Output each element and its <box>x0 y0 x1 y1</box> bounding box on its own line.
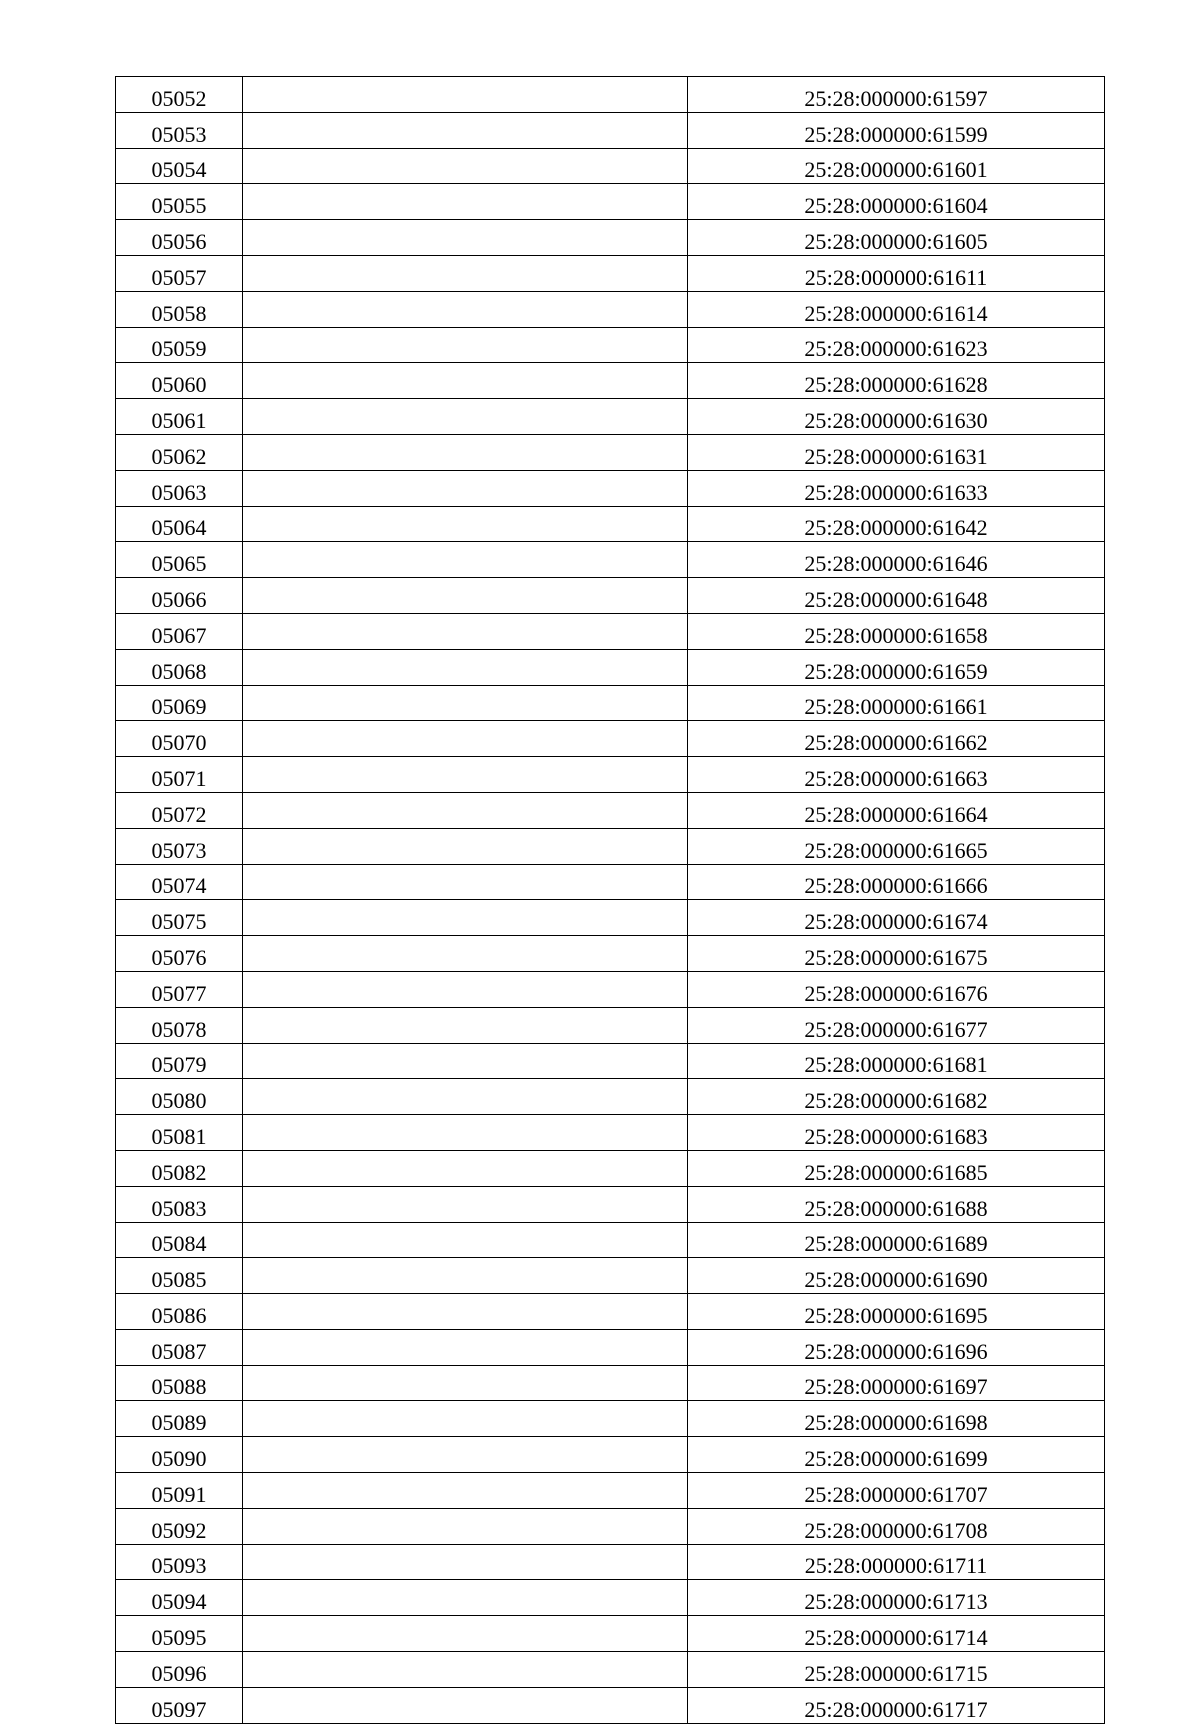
row-number-cell: 05084 <box>116 1222 243 1258</box>
cadastral-number-cell: 25:28:000000:61690 <box>688 1258 1105 1294</box>
row-number-cell: 05097 <box>116 1687 243 1723</box>
row-number-cell: 05085 <box>116 1258 243 1294</box>
cadastral-number-cell: 25:28:000000:61599 <box>688 112 1105 148</box>
table-row <box>116 721 1105 757</box>
cadastral-number-cell: 25:28:000000:61664 <box>688 792 1105 828</box>
description-cell <box>243 971 688 1007</box>
description-cell <box>243 757 688 793</box>
description-cell <box>243 291 688 327</box>
cadastral-number-cell: 25:28:000000:61662 <box>688 721 1105 757</box>
table-row <box>116 506 1105 542</box>
cadastral-number-cell: 25:28:000000:61713 <box>688 1580 1105 1616</box>
table-row <box>116 613 1105 649</box>
cadastral-number-cell: 25:28:000000:61717 <box>688 1687 1105 1723</box>
description-cell <box>243 1329 688 1365</box>
row-number-cell: 05069 <box>116 685 243 721</box>
description-cell <box>243 1365 688 1401</box>
row-number-cell: 05074 <box>116 864 243 900</box>
table-row <box>116 1150 1105 1186</box>
cadastral-number-cell: 25:28:000000:61699 <box>688 1437 1105 1473</box>
table-row <box>116 1544 1105 1580</box>
cadastral-number-cell: 25:28:000000:61605 <box>688 220 1105 256</box>
table-row <box>116 255 1105 291</box>
cadastral-number-cell: 25:28:000000:61674 <box>688 900 1105 936</box>
table-row <box>116 327 1105 363</box>
cadastral-number-cell: 25:28:000000:61685 <box>688 1150 1105 1186</box>
row-number-cell: 05055 <box>116 184 243 220</box>
table-row <box>116 1222 1105 1258</box>
cadastral-number-cell: 25:28:000000:61708 <box>688 1508 1105 1544</box>
table-row <box>116 1079 1105 1115</box>
registry-table-body <box>116 77 1105 1724</box>
table-row <box>116 1115 1105 1151</box>
table-row <box>116 1365 1105 1401</box>
description-cell <box>243 255 688 291</box>
row-number-cell: 05065 <box>116 542 243 578</box>
row-number-cell: 05060 <box>116 363 243 399</box>
cadastral-number-cell: 25:28:000000:61666 <box>688 864 1105 900</box>
cadastral-number-cell: 25:28:000000:61642 <box>688 506 1105 542</box>
cadastral-number-cell: 25:28:000000:61631 <box>688 434 1105 470</box>
row-number-cell: 05088 <box>116 1365 243 1401</box>
cadastral-number-cell: 25:28:000000:61688 <box>688 1186 1105 1222</box>
row-number-cell: 05095 <box>116 1616 243 1652</box>
cadastral-number-cell: 25:28:000000:61633 <box>688 470 1105 506</box>
row-number-cell: 05068 <box>116 649 243 685</box>
row-number-cell: 05078 <box>116 1007 243 1043</box>
cadastral-number-cell: 25:28:000000:61623 <box>688 327 1105 363</box>
row-number-cell: 05062 <box>116 434 243 470</box>
table-row <box>116 148 1105 184</box>
description-cell <box>243 613 688 649</box>
description-cell <box>243 506 688 542</box>
cadastral-number-cell: 25:28:000000:61707 <box>688 1473 1105 1509</box>
row-number-cell: 05054 <box>116 148 243 184</box>
description-cell <box>243 828 688 864</box>
cadastral-number-cell: 25:28:000000:61697 <box>688 1365 1105 1401</box>
cadastral-number-cell: 25:28:000000:61676 <box>688 971 1105 1007</box>
table-row <box>116 112 1105 148</box>
description-cell <box>243 327 688 363</box>
cadastral-number-cell: 25:28:000000:61675 <box>688 936 1105 972</box>
row-number-cell: 05081 <box>116 1115 243 1151</box>
row-number-cell: 05072 <box>116 792 243 828</box>
row-number-cell: 05090 <box>116 1437 243 1473</box>
description-cell <box>243 399 688 435</box>
cadastral-number-cell: 25:28:000000:61714 <box>688 1616 1105 1652</box>
description-cell <box>243 578 688 614</box>
table-row <box>116 363 1105 399</box>
description-cell <box>243 363 688 399</box>
cadastral-number-cell: 25:28:000000:61695 <box>688 1294 1105 1330</box>
cadastral-number-cell: 25:28:000000:61681 <box>688 1043 1105 1079</box>
table-row <box>116 1043 1105 1079</box>
cadastral-number-cell: 25:28:000000:61597 <box>688 77 1105 113</box>
table-row <box>116 792 1105 828</box>
row-number-cell: 05073 <box>116 828 243 864</box>
table-row <box>116 1007 1105 1043</box>
table-row <box>116 1473 1105 1509</box>
description-cell <box>243 470 688 506</box>
row-number-cell: 05061 <box>116 399 243 435</box>
row-number-cell: 05086 <box>116 1294 243 1330</box>
description-cell <box>243 1222 688 1258</box>
table-row <box>116 757 1105 793</box>
description-cell <box>243 721 688 757</box>
description-cell <box>243 148 688 184</box>
row-number-cell: 05059 <box>116 327 243 363</box>
description-cell <box>243 434 688 470</box>
description-cell <box>243 649 688 685</box>
description-cell <box>243 685 688 721</box>
table-row <box>116 1437 1105 1473</box>
table-row <box>116 1652 1105 1688</box>
description-cell <box>243 1186 688 1222</box>
description-cell <box>243 1508 688 1544</box>
row-number-cell: 05079 <box>116 1043 243 1079</box>
table-row <box>116 1687 1105 1723</box>
row-number-cell: 05087 <box>116 1329 243 1365</box>
row-number-cell: 05096 <box>116 1652 243 1688</box>
row-number-cell: 05063 <box>116 470 243 506</box>
row-number-cell: 05076 <box>116 936 243 972</box>
row-number-cell: 05066 <box>116 578 243 614</box>
description-cell <box>243 220 688 256</box>
description-cell <box>243 542 688 578</box>
table-row <box>116 1186 1105 1222</box>
description-cell <box>243 1473 688 1509</box>
cadastral-number-cell: 25:28:000000:61663 <box>688 757 1105 793</box>
table-row <box>116 1580 1105 1616</box>
row-number-cell: 05070 <box>116 721 243 757</box>
row-number-cell: 05056 <box>116 220 243 256</box>
description-cell <box>243 1258 688 1294</box>
cadastral-number-cell: 25:28:000000:61601 <box>688 148 1105 184</box>
description-cell <box>243 936 688 972</box>
cadastral-number-cell: 25:28:000000:61604 <box>688 184 1105 220</box>
description-cell <box>243 1115 688 1151</box>
cadastral-number-cell: 25:28:000000:61665 <box>688 828 1105 864</box>
cadastral-number-cell: 25:28:000000:61659 <box>688 649 1105 685</box>
description-cell <box>243 1043 688 1079</box>
cadastral-number-cell: 25:28:000000:61648 <box>688 578 1105 614</box>
description-cell <box>243 1544 688 1580</box>
table-row <box>116 220 1105 256</box>
table-row <box>116 900 1105 936</box>
table-row <box>116 291 1105 327</box>
row-number-cell: 05083 <box>116 1186 243 1222</box>
row-number-cell: 05075 <box>116 900 243 936</box>
table-row <box>116 470 1105 506</box>
cadastral-number-cell: 25:28:000000:61696 <box>688 1329 1105 1365</box>
cadastral-number-cell: 25:28:000000:61683 <box>688 1115 1105 1151</box>
table-row <box>116 864 1105 900</box>
description-cell <box>243 1150 688 1186</box>
row-number-cell: 05058 <box>116 291 243 327</box>
description-cell <box>243 1687 688 1723</box>
row-number-cell: 05080 <box>116 1079 243 1115</box>
cadastral-number-cell: 25:28:000000:61682 <box>688 1079 1105 1115</box>
table-row <box>116 649 1105 685</box>
description-cell <box>243 1401 688 1437</box>
cadastral-number-cell: 25:28:000000:61646 <box>688 542 1105 578</box>
table-row <box>116 434 1105 470</box>
cadastral-number-cell: 25:28:000000:61658 <box>688 613 1105 649</box>
cadastral-number-cell: 25:28:000000:61630 <box>688 399 1105 435</box>
row-number-cell: 05053 <box>116 112 243 148</box>
cadastral-number-cell: 25:28:000000:61698 <box>688 1401 1105 1437</box>
table-row <box>116 1329 1105 1365</box>
cadastral-number-cell: 25:28:000000:61677 <box>688 1007 1105 1043</box>
description-cell <box>243 792 688 828</box>
cadastral-number-cell: 25:28:000000:61661 <box>688 685 1105 721</box>
table-row <box>116 77 1105 113</box>
row-number-cell: 05064 <box>116 506 243 542</box>
description-cell <box>243 184 688 220</box>
description-cell <box>243 112 688 148</box>
cadastral-number-cell: 25:28:000000:61711 <box>688 1544 1105 1580</box>
table-row <box>116 1616 1105 1652</box>
row-number-cell: 05092 <box>116 1508 243 1544</box>
registry-table <box>115 76 1105 1724</box>
description-cell <box>243 1652 688 1688</box>
description-cell <box>243 1294 688 1330</box>
row-number-cell: 05052 <box>116 77 243 113</box>
row-number-cell: 05057 <box>116 255 243 291</box>
table-row <box>116 399 1105 435</box>
table-row <box>116 1508 1105 1544</box>
table-row <box>116 1401 1105 1437</box>
row-number-cell: 05067 <box>116 613 243 649</box>
description-cell <box>243 1580 688 1616</box>
description-cell <box>243 900 688 936</box>
description-cell <box>243 1079 688 1115</box>
table-row <box>116 971 1105 1007</box>
table-row <box>116 542 1105 578</box>
cadastral-number-cell: 25:28:000000:61715 <box>688 1652 1105 1688</box>
description-cell <box>243 77 688 113</box>
row-number-cell: 05071 <box>116 757 243 793</box>
table-row <box>116 685 1105 721</box>
table-row <box>116 936 1105 972</box>
row-number-cell: 05094 <box>116 1580 243 1616</box>
description-cell <box>243 864 688 900</box>
description-cell <box>243 1437 688 1473</box>
table-row <box>116 184 1105 220</box>
table-row <box>116 1294 1105 1330</box>
table-row <box>116 828 1105 864</box>
row-number-cell: 05093 <box>116 1544 243 1580</box>
row-number-cell: 05089 <box>116 1401 243 1437</box>
row-number-cell: 05082 <box>116 1150 243 1186</box>
description-cell <box>243 1616 688 1652</box>
table-row <box>116 578 1105 614</box>
row-number-cell: 05077 <box>116 971 243 1007</box>
table-row <box>116 1258 1105 1294</box>
cadastral-number-cell: 25:28:000000:61611 <box>688 255 1105 291</box>
cadastral-number-cell: 25:28:000000:61689 <box>688 1222 1105 1258</box>
cadastral-number-cell: 25:28:000000:61614 <box>688 291 1105 327</box>
cadastral-number-cell: 25:28:000000:61628 <box>688 363 1105 399</box>
description-cell <box>243 1007 688 1043</box>
row-number-cell: 05091 <box>116 1473 243 1509</box>
